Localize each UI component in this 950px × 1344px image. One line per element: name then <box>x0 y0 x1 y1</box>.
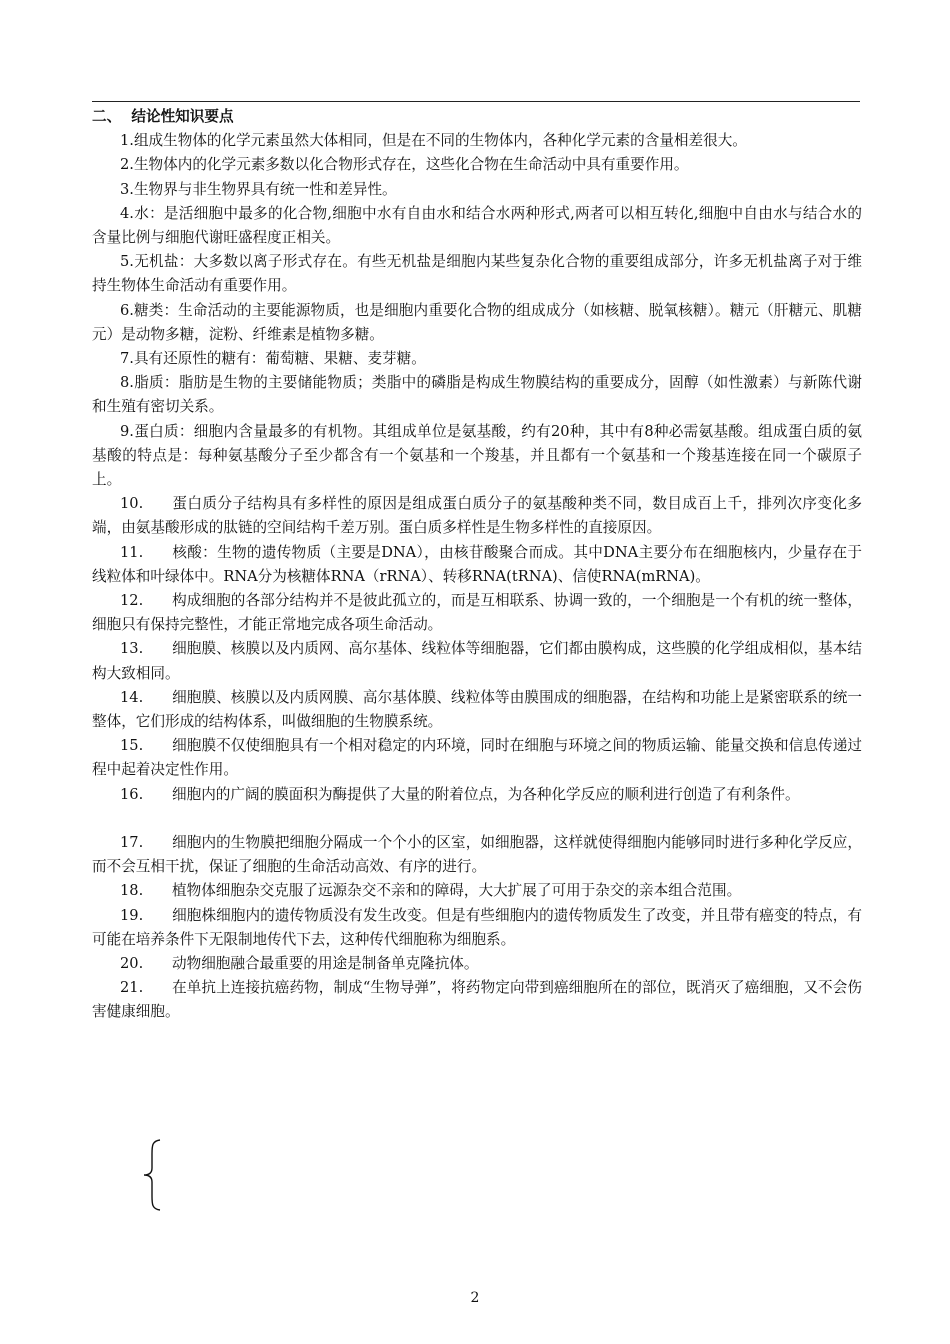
list-item: 5.无机盐：大多数以离子形式存在。有些无机盐是细胞内某些复杂化合物的重要组成部分，许多无机盐离子对于维持生物体生命活动有重要作用。 <box>92 253 862 295</box>
section-title: 结论性知识要点 <box>131 108 234 125</box>
left-brace-icon <box>140 1138 166 1212</box>
list-item: 18. 植物体细胞杂交克服了远源杂交不亲和的障碍，大大扩展了可用于杂交的亲本组合范围。 <box>120 882 742 900</box>
header-rule <box>92 101 860 102</box>
list-item: 17. 细胞内的生物膜把细胞分隔成一个个小的区室，如细胞器，这样就使得细胞内能够同时进行多种化学反应，而不会互相干扰，保证了细胞的生命活动高效、有序的进行。 <box>92 833 862 876</box>
list-item: 1.组成生物体的化学元素虽然大体相同，但是在不同的生物体内，各种化学元素的含量相差很大。 <box>120 132 747 150</box>
document-body <box>92 105 862 1025</box>
list-item: 16. 细胞内的广阔的膜面积为酶提供了大量的附着位点，为各种化学反应的顺利进行创造了有利条件。 <box>120 785 800 803</box>
list-item: 2.生物体内的化学元素多数以化合物形式存在，这些化合物在生命活动中具有重要作用。 <box>120 156 689 174</box>
list-item: 21. 在单抗上连接抗癌药物，制成“生物导弹”，将药物定向带到癌细胞所在的部位，既消灭了癌细胞，又不会伤害健康细胞。 <box>92 979 862 1021</box>
list-item: 6.糖类：生命活动的主要能源物质，也是细胞内重要化合物的组成成分（如核糖、脱氧核糖）。糖元（肝糖元、肌糖元）是动物多糖，淀粉、纤维素是植物多糖。 <box>92 301 862 343</box>
list-item: 9.蛋白质：细胞内含量最多的有机物。其组成单位是氨基酸，约有20种，其中有8种必需氨基酸。组成蛋白质的氨基酸的特点是：每种氨基酸分子至少都含有一个氨基和一个羧基，并且都有一个氨基和一个羧基连接在同一个碳原子上。 <box>92 422 862 489</box>
list-item: 3.生物界与非生物界具有统一性和差异性。 <box>120 180 397 198</box>
list-item: 10. 蛋白质分子结构具有多样性的原因是组成蛋白质分子的氨基酸种类不同，数目成百上千，排列次序变化多端，由氨基酸形成的肽链的空间结构千差万别。蛋白质多样性是生物多样性的直接原因。 <box>92 495 862 537</box>
list-item: 12. 构成细胞的各部分结构并不是彼此孤立的，而是互相联系、协调一致的，一个细胞是一个有机的统一整体，细胞只有保持完整性，才能正常地完成各项生命活动。 <box>92 592 862 634</box>
section-heading <box>92 105 862 129</box>
list-item: 15. 细胞膜不仅使细胞具有一个相对稳定的内环境，同时在细胞与环境之间的物质运输、能量交换和信息传递过程中起着决定性作用。 <box>92 737 862 779</box>
list-item: 4.水：是活细胞中最多的化合物,细胞中水有自由水和结合水两种形式,两者可以相互转化,细胞中自由水与结合水的含量比例与细胞代谢旺盛程度正相关。 <box>92 204 862 247</box>
list-item: 14. 细胞膜、核膜以及内质网膜、高尔基体膜、线粒体等由膜围成的细胞器，在结构和功能上是紧密联系的统一整体，它们形成的结构体系，叫做细胞的生物膜系统。 <box>92 688 862 731</box>
list-item: 19. 细胞株细胞内的遗传物质没有发生改变。但是有些细胞内的遗传物质发生了改变，并且带有癌变的特点，有可能在培养条件下无限制地传代下去，这种传代细胞称为细胞系。 <box>92 906 862 948</box>
list-item: 11. 核酸：生物的遗传物质（主要是DNA），由核苷酸聚合而成。其中DNA主要分布在细胞核内，少量存在于线粒体和叶绿体中。RNA分为核糖体RNA（rRNA）、转移RNA(tRNA)、信使RNA(mRNA)。 <box>92 543 862 585</box>
list-item: 13. 细胞膜、核膜以及内质网、高尔基体、线粒体等细胞器，它们都由膜构成，这些膜的化学组成相似，基本结构大致相同。 <box>92 640 862 682</box>
page-number: 2 <box>470 1290 480 1306</box>
section-number: 二、 <box>92 108 122 125</box>
list-item: 8.脂质：脂肪是生物的主要储能物质；类脂中的磷脂是构成生物膜结构的重要成分，固醇（如性激素）与新陈代谢和生殖有密切关系。 <box>92 374 862 416</box>
blank-line <box>92 807 862 831</box>
list-item: 20. 动物细胞融合最重要的用途是制备单克隆抗体。 <box>120 954 479 972</box>
list-item: 7.具有还原性的糖有：葡萄糖、果糖、麦芽糖。 <box>120 350 426 368</box>
